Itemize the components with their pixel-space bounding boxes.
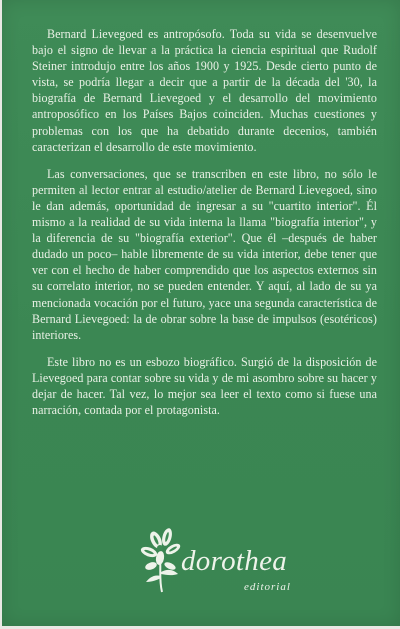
blurb-paragraph-3: Este libro no es un esbozo biográfico. Surgió de la disposición de Lievegoed para contar sobre su vida y de mi asombro sobre su hacer y dejar de hacer. Tal vez, lo mejor sea leer el texto como si fuese una narración, contada por el protagonista. [32, 354, 377, 418]
publisher-subtitle: editorial [244, 581, 291, 593]
blurb-paragraph-2: Las conversaciones, que se transcriben en este libro, no sólo le permiten al lector entrar al estudio/atelier de Bernard Lievegoed, sino le dan además, oportunidad de ingresar a su "cuartito interior". Él mismo a la realidad de su vida interna la llama "biografía interior", y la diferencia de su "biografía exterior". Que él –después de haber dudado un poco– hable libremente de su vida interior, debe tener que ver con el hecho de haber comprendido que los aspectos externos sin su correlato interior, no se pueden entender. Y aquí, al lado de su ya mencionada vocación por el futuro, yace una segunda característica de Bernard Lievegoed: la de obrar sobre la base de impulsos (esotéricos) interiores. [32, 166, 377, 342]
publisher-name: dorothea [181, 545, 288, 577]
publisher-logo [140, 528, 290, 608]
blurb-text [32, 26, 377, 429]
back-cover [2, 0, 400, 626]
blurb-paragraph-1: Bernard Lievegoed es antropósofo. Toda su vida se desenvuelve bajo el signo de llevar a la práctica la ciencia espiritual que Rudolf Steiner introdujo entre los años 1900 y 1925. Desde cierto punto de vista, se podría llegar a decir que a partir de la década del '30, la biografía de Bernard Lievegoed y el desarrollo del movimiento antroposófico en los Países Bajos coinciden. Muchas cuestiones y problemas con los que ha debatido durante decenios, también caracterizan el desarrollo de este movimiento. [32, 27, 377, 154]
